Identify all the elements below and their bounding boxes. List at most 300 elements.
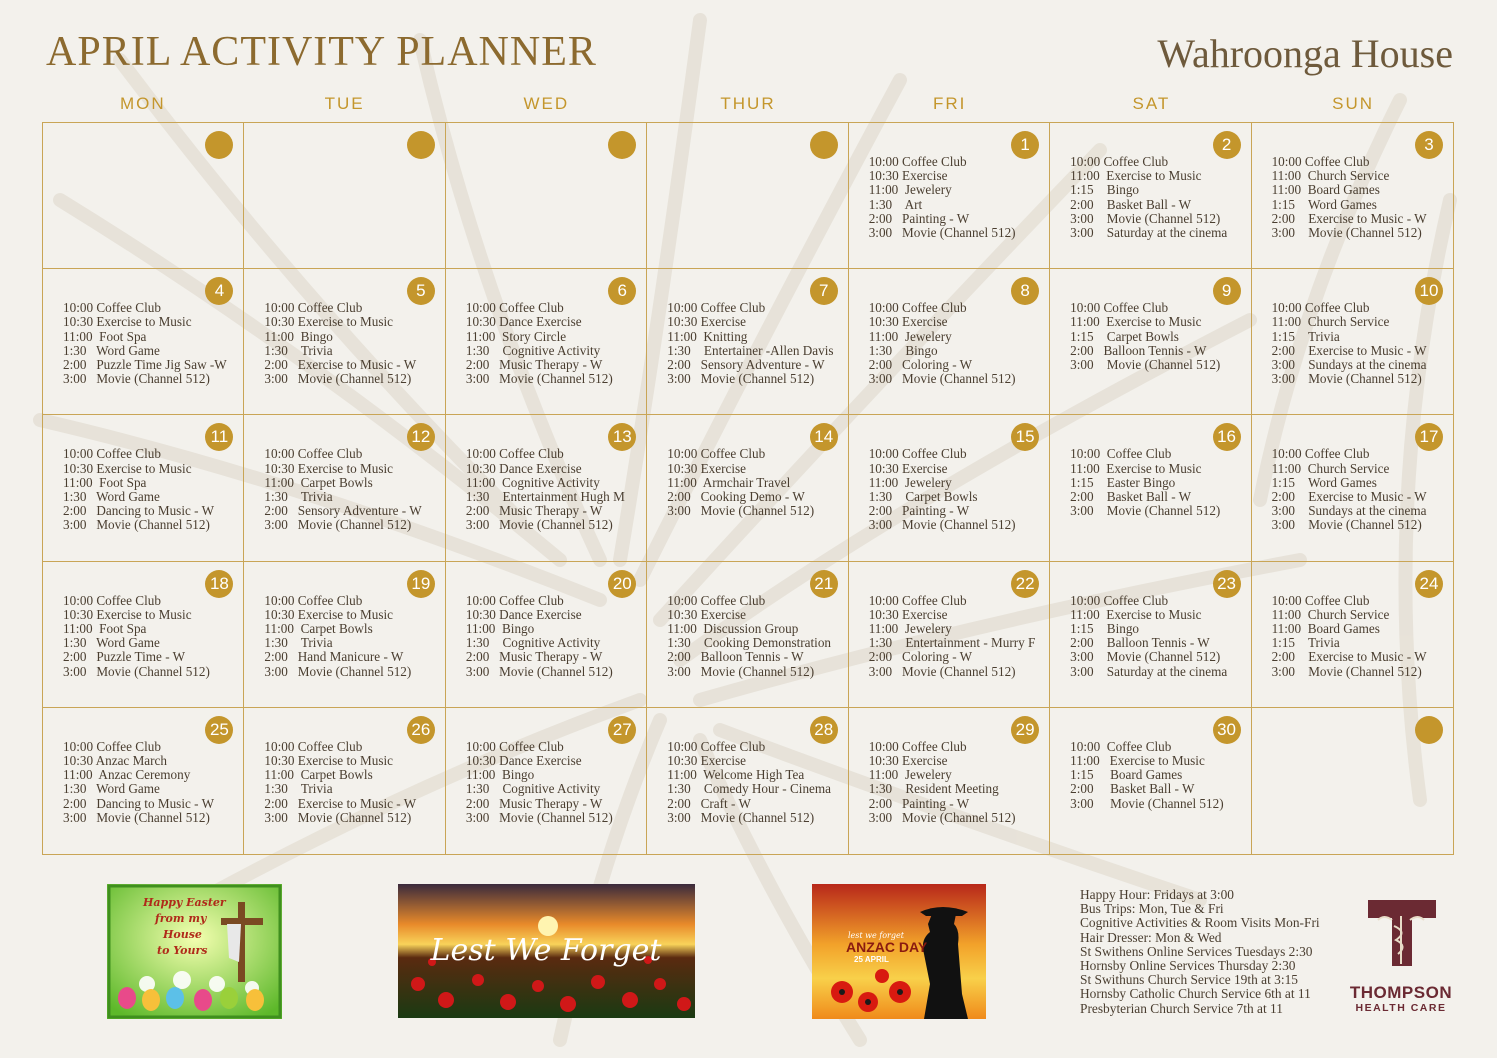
activity-item: 2:00 Balloon Tennis - W [1070,635,1210,651]
activity-item: 10:30 Exercise to Music [264,606,393,622]
activity-item: 3:00 Movie (Channel 512) [465,663,613,679]
activity-list [1070,740,1246,811]
activity-item: 10:00 Coffee Club [264,446,363,462]
page-title: APRIL ACTIVITY PLANNER [46,29,597,75]
activity-item: 10:30 Exercise [667,753,747,768]
activity-item: 2:00 Music Therapy - W [465,357,603,372]
date-badge: 20 [608,570,636,598]
date-badge: 14 [810,423,838,451]
activity-item: 2:00 Exercise to Music - W [264,795,417,811]
activity-item: 10:00 Coffee Club [1070,300,1169,316]
date-badge: 24 [1415,570,1443,598]
activity-list [1070,447,1246,518]
activity-item: 10:30 Exercise [868,606,948,622]
activity-list [264,447,440,532]
note-line: Presbyterian Church Service 7th at 11 [1080,1000,1283,1016]
activity-item: 1:30 Entertainer -Allen Davis [667,342,834,358]
activity-item: 1:15 Trivia [1271,635,1340,651]
activity-list [466,740,642,825]
activity-item: 10:00 Coffee Club [264,300,363,316]
activity-item: 3:00 Saturday at the cinema [1070,225,1228,241]
activity-item: 3:00 Sundays at the cinema [1271,357,1427,372]
activity-item: 2:00 Exercise to Music - W [1271,342,1427,358]
date-badge: 7 [810,277,838,305]
activity-item: 10:00 Coffee Club [868,446,967,462]
date-badge: 29 [1011,716,1039,744]
activity-list [667,301,843,386]
weekday-label: SAT [1132,94,1171,113]
activity-item: 3:00 Movie (Channel 512) [1271,225,1422,241]
activity-item: 11:00 Church Service [1271,460,1390,476]
date-badge: 23 [1213,570,1241,598]
activity-item: 2:00 Hand Manicure - W [264,649,404,665]
note-line: St Swithens Online Services Tuesdays 2:30 [1080,943,1313,959]
activity-item: 3:00 Movie (Channel 512) [465,517,613,533]
date-badge: 25 [205,716,233,744]
date-badge: 9 [1213,277,1241,305]
activity-item: 10:00 Coffee Club [1070,446,1172,462]
day-cell [244,415,445,561]
note-line: Bus Trips: Mon, Tue & Fri [1080,901,1224,917]
day-cell [1050,562,1251,708]
activity-item: 11:00 Bingo [264,328,333,344]
activity-item: 11:00 Exercise to Music [1070,168,1202,184]
activity-item: 1:30 Word Game [63,635,160,651]
activity-item: 3:00 Movie (Channel 512) [868,809,1016,825]
activity-item: 1:15 Bingo [1070,621,1140,636]
activity-item: 10:00 Coffee Club [868,592,967,608]
anzac-title-text: ANZAC DAY [846,939,928,955]
activity-item: 1:15 Easter Bingo [1070,474,1176,490]
calendar-grid [42,122,1454,855]
activity-item: 3:00 Movie (Channel 512) [264,809,412,825]
activity-item: 3:00 Movie (Channel 512) [1070,795,1224,811]
activity-list [63,447,239,532]
activity-item: 3:00 Movie (Channel 512) [465,371,613,387]
note-line: Happy Hour: Fridays at 3:00 [1080,887,1234,902]
activity-item: 10:00 Coffee Club [465,738,564,754]
date-badge [608,131,636,159]
activity-item: 3:00 Movie (Channel 512) [63,663,210,679]
activity-item: 10:30 Exercise to Music [264,753,393,768]
activity-item: 3:00 Movie (Channel 512) [1271,663,1422,679]
activity-list [869,301,1045,386]
activity-item: 2:00 Exercise to Music - W [1271,489,1427,504]
activity-item: 1:30 Trivia [264,489,333,504]
activity-list [1272,155,1449,240]
date-badge: 11 [205,423,233,451]
date-badge: 16 [1213,423,1241,451]
date-badge: 26 [407,716,435,744]
day-cell [1252,269,1453,415]
date-badge [1415,716,1443,744]
date-badge: 18 [205,570,233,598]
activity-item: 2:00 Basket Ball - W [1070,196,1192,212]
weekday-label: WED [523,94,570,113]
day-cell [647,562,848,708]
activity-item: 2:00 Music Therapy - W [465,795,603,811]
day-cell [244,562,445,708]
day-cell [849,562,1050,708]
activity-item: 11:00 Jewelery [868,182,952,198]
activity-item: 11:00 Cognitive Activity [465,474,600,490]
activity-item: 10:30 Dance Exercise [465,753,582,768]
activity-item: 11:00 Jewelery [868,474,952,490]
day-cell [1252,562,1453,708]
weekday-label: SUN [1332,94,1375,113]
activity-list [667,594,843,679]
activity-list [667,447,843,518]
activity-item: 10:30 Exercise [667,606,747,622]
activity-item: 3:00 Movie (Channel 512) [868,371,1016,387]
activity-item: 1:30 Entertainment Hugh M [465,489,625,504]
activity-item: 10:00 Coffee Club [63,300,161,316]
date-badge: 8 [1011,277,1039,305]
activity-item: 10:00 Coffee Club [1271,592,1370,608]
activity-item: 10:00 Coffee Club [667,592,766,608]
activity-item: 10:00 Coffee Club [667,446,766,462]
notes-list [1080,888,1320,1016]
activity-item: 11:00 Jewelery [868,621,952,636]
day-cell [849,269,1050,415]
activity-item: 11:00 Knitting [667,328,748,344]
activity-item: 11:00 Bingo [465,767,535,783]
day-cell [1050,123,1251,269]
day-cell [849,415,1050,561]
date-badge: 12 [407,423,435,451]
date-badge: 10 [1415,277,1443,305]
activity-item: 3:00 Saturday at the cinema [1070,663,1228,679]
activity-item: 10:00 Coffee Club [868,154,967,169]
note-line: Hair Dresser: Mon & Wed [1080,929,1222,945]
day-cell [1050,269,1251,415]
activity-item: 3:00 Movie (Channel 512) [667,663,815,679]
activity-item: 2:00 Dancing to Music - W [63,795,215,811]
activity-item: 10:00 Coffee Club [1271,154,1370,169]
activity-item: 11:00 Board Games [1271,182,1380,198]
day-cell [43,562,244,708]
activity-item: 1:15 Word Games [1271,474,1377,490]
activity-item: 10:00 Coffee Club [1271,446,1370,462]
activity-item: 3:00 Movie (Channel 512) [868,225,1016,241]
activity-item: 10:00 Coffee Club [63,592,161,608]
day-cell [647,415,848,561]
house-name: Wahroonga House [1157,31,1453,76]
activity-item: 3:00 Movie (Channel 512) [1271,371,1422,387]
activity-item: 1:30 Comedy Hour - Cinema [667,781,832,797]
activity-item: 10:00 Coffee Club [63,446,161,462]
note-line: Cognitive Activities & Room Visits Mon-Fri [1080,915,1320,931]
activity-item: 2:00 Exercise to Music - W [1271,210,1427,226]
date-badge: 2 [1213,131,1241,159]
activity-item: 2:00 Painting - W [868,210,970,226]
activity-item: 2:00 Exercise to Music - W [1271,649,1427,665]
day-cell [849,123,1050,269]
activity-item: 2:00 Basket Ball - W [1070,489,1192,504]
activity-item: 1:30 Cooking Demonstration [667,635,832,651]
activity-list [1272,301,1449,386]
activity-list [869,594,1045,679]
activity-item: 1:15 Trivia [1271,328,1340,344]
activity-item: 1:15 Carpet Bowls [1070,328,1179,344]
activity-item: 10:30 Exercise to Music [63,606,192,622]
activity-item: 3:00 Movie (Channel 512) [1271,517,1422,533]
day-cell [849,708,1050,854]
activity-item: 2:00 Puzzle Time Jig Saw -W [63,357,227,372]
activity-list [63,301,239,386]
activity-item: 10:30 Exercise to Music [63,460,192,476]
activity-item: 10:00 Coffee Club [1271,300,1370,316]
activity-item: 11:00 Exercise to Music [1070,606,1202,622]
day-cell [446,708,647,854]
activity-item: 11:00 Carpet Bowls [264,767,373,783]
activity-item: 10:30 Exercise [667,460,747,476]
activity-item: 11:00 Church Service [1271,314,1390,330]
activity-item: 11:00 Foot Spa [63,621,147,636]
activity-item: 3:00 Movie (Channel 512) [868,517,1016,533]
weekday-label: THUR [720,94,776,113]
weekday-header [42,94,1454,114]
activity-list [466,301,642,386]
activity-item: 10:00 Coffee Club [667,738,766,754]
date-badge: 13 [608,423,636,451]
activity-item: 11:00 Anzac Ceremony [63,767,191,783]
activity-item: 10:00 Coffee Club [667,300,766,316]
easter-text: Happy Easter [143,896,226,909]
activity-item: 10:30 Exercise to Music [63,314,192,330]
activity-item: 10:00 Coffee Club [868,738,967,754]
day-cell [1050,708,1251,854]
activity-item: 1:30 Trivia [264,781,333,797]
activity-item: 10:30 Exercise [868,753,948,768]
activity-item: 11:00 Jewelery [868,767,952,783]
activity-item: 10:00 Coffee Club [465,446,564,462]
easter-text: House [163,928,202,941]
activity-item: 3:00 Movie (Channel 512) [63,809,210,825]
day-cell [1050,415,1251,561]
day-cell [647,123,848,269]
date-badge: 28 [810,716,838,744]
day-cell [244,269,445,415]
day-cell [244,708,445,854]
activity-item: 2:00 Painting - W [868,503,970,519]
day-cell [446,562,647,708]
date-badge [810,131,838,159]
activity-item: 2:00 Dancing to Music - W [63,503,215,519]
activity-item: 3:00 Movie (Channel 512) [63,517,210,533]
date-badge: 30 [1213,716,1241,744]
activity-item: 2:00 Exercise to Music - W [264,357,417,372]
activity-list [63,740,239,825]
activity-item: 10:30 Exercise [868,460,948,476]
activity-item: 3:00 Movie (Channel 512) [264,371,412,387]
activity-item: 2:00 Painting - W [868,795,970,811]
day-cell [647,708,848,854]
activity-item: 1:30 Word Game [63,489,160,504]
activity-item: 2:00 Balloon Tennis - W [667,649,804,665]
activity-item: 2:00 Coloring - W [868,357,973,372]
activity-list [264,594,440,679]
activity-item: 11:00 Foot Spa [63,328,147,344]
activity-list [1272,447,1449,532]
activity-item: 2:00 Basket Ball - W [1070,781,1195,797]
activity-list [1070,155,1246,240]
activity-list [63,594,239,679]
date-badge: 4 [205,277,233,305]
activity-item: 11:00 Story Circle [465,328,567,344]
activity-item: 11:00 Carpet Bowls [264,621,373,636]
date-badge [407,131,435,159]
activity-item: 11:00 Exercise to Music [1070,460,1202,476]
date-badge: 17 [1415,423,1443,451]
activity-item: 10:00 Coffee Club [264,738,363,754]
day-cell [446,123,647,269]
activity-list [1070,301,1246,372]
anzac-date-text: 25 APRIL [854,955,889,964]
activity-item: 11:00 Bingo [465,621,535,636]
date-badge: 15 [1011,423,1039,451]
activity-item: 1:30 Art [868,196,923,212]
activity-item: 11:00 Carpet Bowls [264,474,373,490]
activity-item: 2:00 Coloring - W [868,649,973,665]
activity-item: 3:00 Movie (Channel 512) [667,809,815,825]
activity-item: 11:00 Church Service [1271,606,1390,622]
activity-item: 1:15 Board Games [1070,767,1183,783]
activity-item: 10:30 Exercise [868,168,948,184]
activity-item: 10:00 Coffee Club [63,738,161,754]
activity-item: 10:00 Coffee Club [868,300,967,316]
activity-item: 1:15 Bingo [1070,182,1140,198]
activity-list [466,594,642,679]
activity-item: 3:00 Movie (Channel 512) [1070,357,1221,372]
activity-list [1272,594,1449,679]
date-badge: 19 [407,570,435,598]
day-cell [446,415,647,561]
activity-item: 1:30 Word Game [63,342,160,358]
activity-item: 10:00 Coffee Club [1070,154,1169,169]
day-cell [647,269,848,415]
date-badge: 22 [1011,570,1039,598]
activity-list [667,740,843,825]
note-line: Hornsby Online Services Thursday 2:30 [1080,958,1296,974]
date-badge [205,131,233,159]
date-badge: 21 [810,570,838,598]
day-cell [1252,708,1453,854]
lest-we-forget-image [398,884,695,1018]
activity-item: 1:30 Carpet Bowls [868,489,978,504]
note-line: Hornsby Catholic Church Service 6th at 11 [1080,986,1311,1002]
day-cell [43,123,244,269]
activity-list [869,740,1045,825]
activity-item: 1:30 Resident Meeting [868,781,999,797]
activity-item: 2:00 Sensory Adventure - W [667,357,825,372]
happy-easter-image [107,884,282,1019]
weekday-label: MON [120,94,166,113]
day-cell [43,708,244,854]
activity-item: 10:30 Exercise [667,314,747,330]
weekday-label: TUE [324,94,365,113]
activity-item: 1:30 Trivia [264,635,333,651]
activity-list [1070,594,1246,679]
activity-item: 2:00 Craft - W [667,795,751,811]
activity-item: 1:30 Bingo [868,342,938,358]
activity-item: 3:00 Movie (Channel 512) [465,809,613,825]
activity-item: 3:00 Movie (Channel 512) [264,663,412,679]
activity-item: 1:15 Word Games [1271,196,1377,212]
date-badge: 5 [407,277,435,305]
activity-item: 10:00 Coffee Club [1070,592,1169,608]
activity-item: 10:30 Anzac March [63,753,167,768]
activity-list [869,447,1045,532]
activity-item: 11:00 Discussion Group [667,621,799,636]
activity-list [466,447,642,532]
day-cell [244,123,445,269]
activity-item: 11:00 Foot Spa [63,474,147,490]
activity-item: 3:00 Movie (Channel 512) [1070,210,1221,226]
activity-item: 1:30 Cognitive Activity [465,635,601,651]
anzac-day-image [812,884,986,1019]
activity-list [264,740,440,825]
activity-item: 10:30 Exercise [868,314,948,330]
date-badge: 27 [608,716,636,744]
activity-item: 11:00 Church Service [1271,168,1390,184]
activity-item: 10:00 Coffee Club [1070,738,1172,754]
easter-text: from my [155,912,207,925]
activity-item: 3:00 Sundays at the cinema [1271,503,1427,519]
activity-item: 10:30 Exercise to Music [264,460,393,476]
activity-item: 3:00 Movie (Channel 512) [264,517,412,533]
date-badge: 3 [1415,131,1443,159]
activity-item: 1:30 Word Game [63,781,160,797]
activity-item: 2:00 Balloon Tennis - W [1070,342,1207,358]
activity-item: 2:00 Sensory Adventure - W [264,503,422,519]
activity-item: 1:30 Entertainment - Murry F [868,635,1036,651]
anzac-small-text: lest we forget [848,931,904,940]
weekday-label: FRI [933,94,967,113]
lest-we-forget-text: Lest We Forget [430,933,662,968]
activity-item: 10:00 Coffee Club [264,592,363,608]
day-cell [1252,123,1453,269]
activity-item: 2:00 Music Therapy - W [465,503,603,519]
activity-item: 11:00 Armchair Travel [667,474,791,490]
activity-item: 2:00 Puzzle Time - W [63,649,186,665]
note-line: St Swithuns Church Service 19th at 3:15 [1080,972,1298,988]
logo-subtitle: HEALTH CARE [1355,1002,1447,1014]
activity-item: 11:00 Exercise to Music [1070,753,1205,768]
activity-item: 10:30 Dance Exercise [465,314,582,330]
logo-name: THOMPSON [1349,983,1453,1002]
activity-item: 1:30 Cognitive Activity [465,781,601,797]
activity-item: 1:30 Cognitive Activity [465,342,601,358]
activity-item: 2:00 Cooking Demo - W [667,489,805,504]
activity-item: 10:30 Exercise to Music [264,314,393,330]
activity-list [264,301,440,386]
activity-item: 11:00 Board Games [1271,621,1380,636]
activity-item: 3:00 Movie (Channel 512) [667,371,815,387]
day-cell [1252,415,1453,561]
day-cell [43,415,244,561]
activity-item: 3:00 Movie (Channel 512) [667,503,815,519]
activity-item: 11:00 Exercise to Music [1070,314,1202,330]
activity-item: 3:00 Movie (Channel 512) [1070,503,1221,519]
activity-item: 3:00 Movie (Channel 512) [1070,649,1221,665]
activity-item: 10:00 Coffee Club [465,592,564,608]
activity-item: 3:00 Movie (Channel 512) [868,663,1016,679]
activity-item: 11:00 Welcome High Tea [667,767,805,783]
activity-item: 3:00 Movie (Channel 512) [63,371,210,387]
activity-item: 1:30 Trivia [264,342,333,358]
activity-item: 2:00 Music Therapy - W [465,649,603,665]
